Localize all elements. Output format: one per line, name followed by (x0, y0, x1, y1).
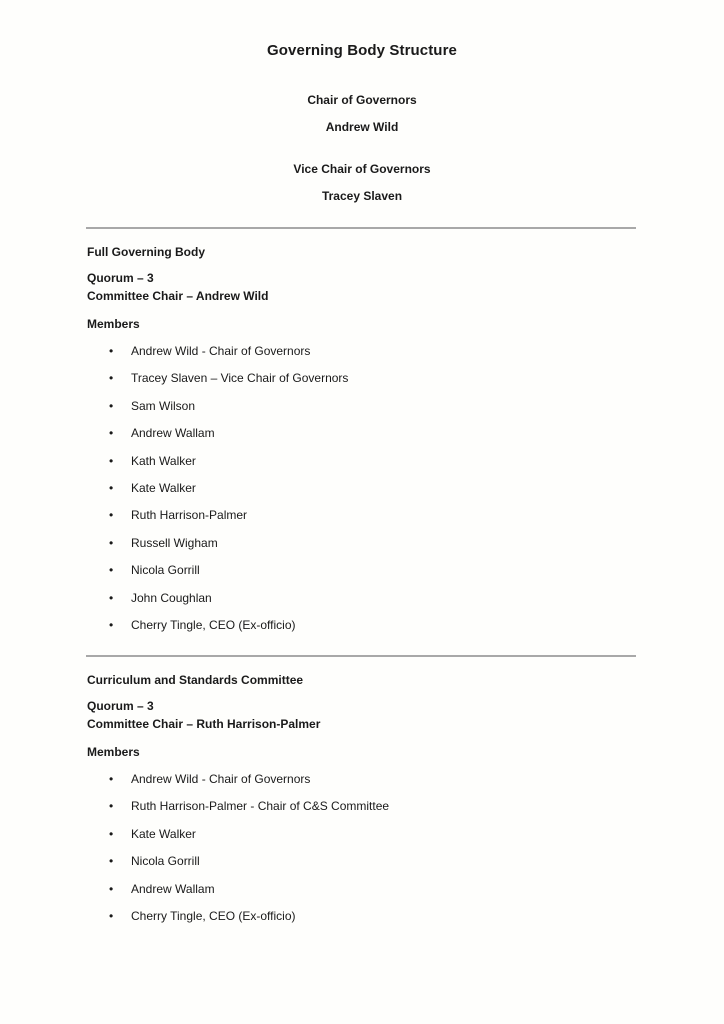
quorum-block (87, 270, 647, 305)
member-name: Nicola Gorrill (131, 563, 200, 578)
member-name: Kate Walker (131, 826, 196, 841)
document-title: Governing Body Structure (267, 42, 457, 59)
bullet-icon: • (109, 617, 114, 632)
member-name: Cherry Tingle, CEO (Ex-officio) (131, 617, 296, 632)
bullet-icon: • (109, 799, 114, 814)
list-item (87, 424, 647, 451)
member-name: Andrew Wild - Chair of Governors (131, 772, 311, 786)
member-name: Andrew Wild - Chair of Governors (131, 344, 311, 358)
list-item (87, 342, 647, 369)
members-list (87, 342, 647, 643)
members-list (87, 770, 647, 934)
quorum-text: Quorum – 3 (87, 699, 154, 713)
member-name: Andrew Wallam (131, 426, 215, 441)
bullet-icon: • (109, 508, 114, 523)
committee-chair-text: Committee Chair – Andrew Wild (87, 288, 269, 303)
section-full-governing-body (87, 243, 647, 643)
member-name: Sam Wilson (131, 398, 196, 413)
member-name: John Coughlan (131, 590, 212, 605)
list-item (87, 852, 647, 879)
bullet-icon: • (109, 826, 114, 841)
list-item (87, 589, 647, 616)
bullet-icon: • (109, 590, 114, 605)
member-name: Nicola Gorrill (131, 854, 200, 869)
chair-label: Chair of Governors (307, 93, 417, 107)
chair-name: Andrew Wild (325, 120, 399, 134)
member-name: Kate Walker (131, 480, 196, 495)
list-item (87, 506, 647, 533)
bullet-icon: • (109, 563, 114, 578)
list-item (87, 907, 647, 934)
list-item (87, 770, 647, 797)
bullet-icon: • (109, 344, 114, 358)
section-divider (86, 227, 636, 229)
member-name: Ruth Harrison-Palmer (131, 508, 248, 523)
section-title: Curriculum and Standards Committee (87, 673, 304, 687)
list-item (87, 534, 647, 561)
committee-chair-text: Committee Chair – Ruth Harrison-Palmer (87, 716, 321, 731)
quorum-block (87, 698, 647, 733)
bullet-icon: • (109, 772, 114, 786)
list-item (87, 616, 647, 643)
bullet-icon: • (109, 881, 114, 896)
list-item (87, 880, 647, 907)
member-name: Tracey Slaven – Vice Chair of Governors (131, 371, 349, 386)
quorum-text: Quorum – 3 (87, 271, 154, 285)
member-name: Andrew Wallam (131, 881, 215, 896)
bullet-icon: • (109, 854, 114, 869)
bullet-icon: • (109, 480, 114, 495)
members-label: Members (87, 317, 140, 331)
list-item (87, 369, 647, 396)
list-item (87, 479, 647, 506)
members-label: Members (87, 745, 140, 759)
list-item (87, 797, 647, 824)
list-item (87, 452, 647, 479)
bullet-icon: • (109, 426, 114, 441)
member-name: Kath Walker (131, 453, 196, 468)
vice-chair-label: Vice Chair of Governors (293, 162, 431, 176)
bullet-icon: • (109, 371, 114, 386)
bullet-icon: • (109, 453, 114, 468)
list-item (87, 397, 647, 424)
section-divider (86, 655, 636, 657)
list-item (87, 561, 647, 588)
member-name: Russell Wigham (131, 535, 218, 550)
bullet-icon: • (109, 908, 114, 923)
vice-chair-name: Tracey Slaven (321, 189, 403, 203)
section-curriculum-standards (87, 671, 647, 934)
bullet-icon: • (109, 398, 114, 413)
list-item (87, 825, 647, 852)
bullet-icon: • (109, 535, 114, 550)
section-title: Full Governing Body (87, 245, 206, 259)
member-name: Cherry Tingle, CEO (Ex-officio) (131, 908, 296, 923)
member-name: Ruth Harrison-Palmer - Chair of C&S Committee (131, 799, 390, 814)
